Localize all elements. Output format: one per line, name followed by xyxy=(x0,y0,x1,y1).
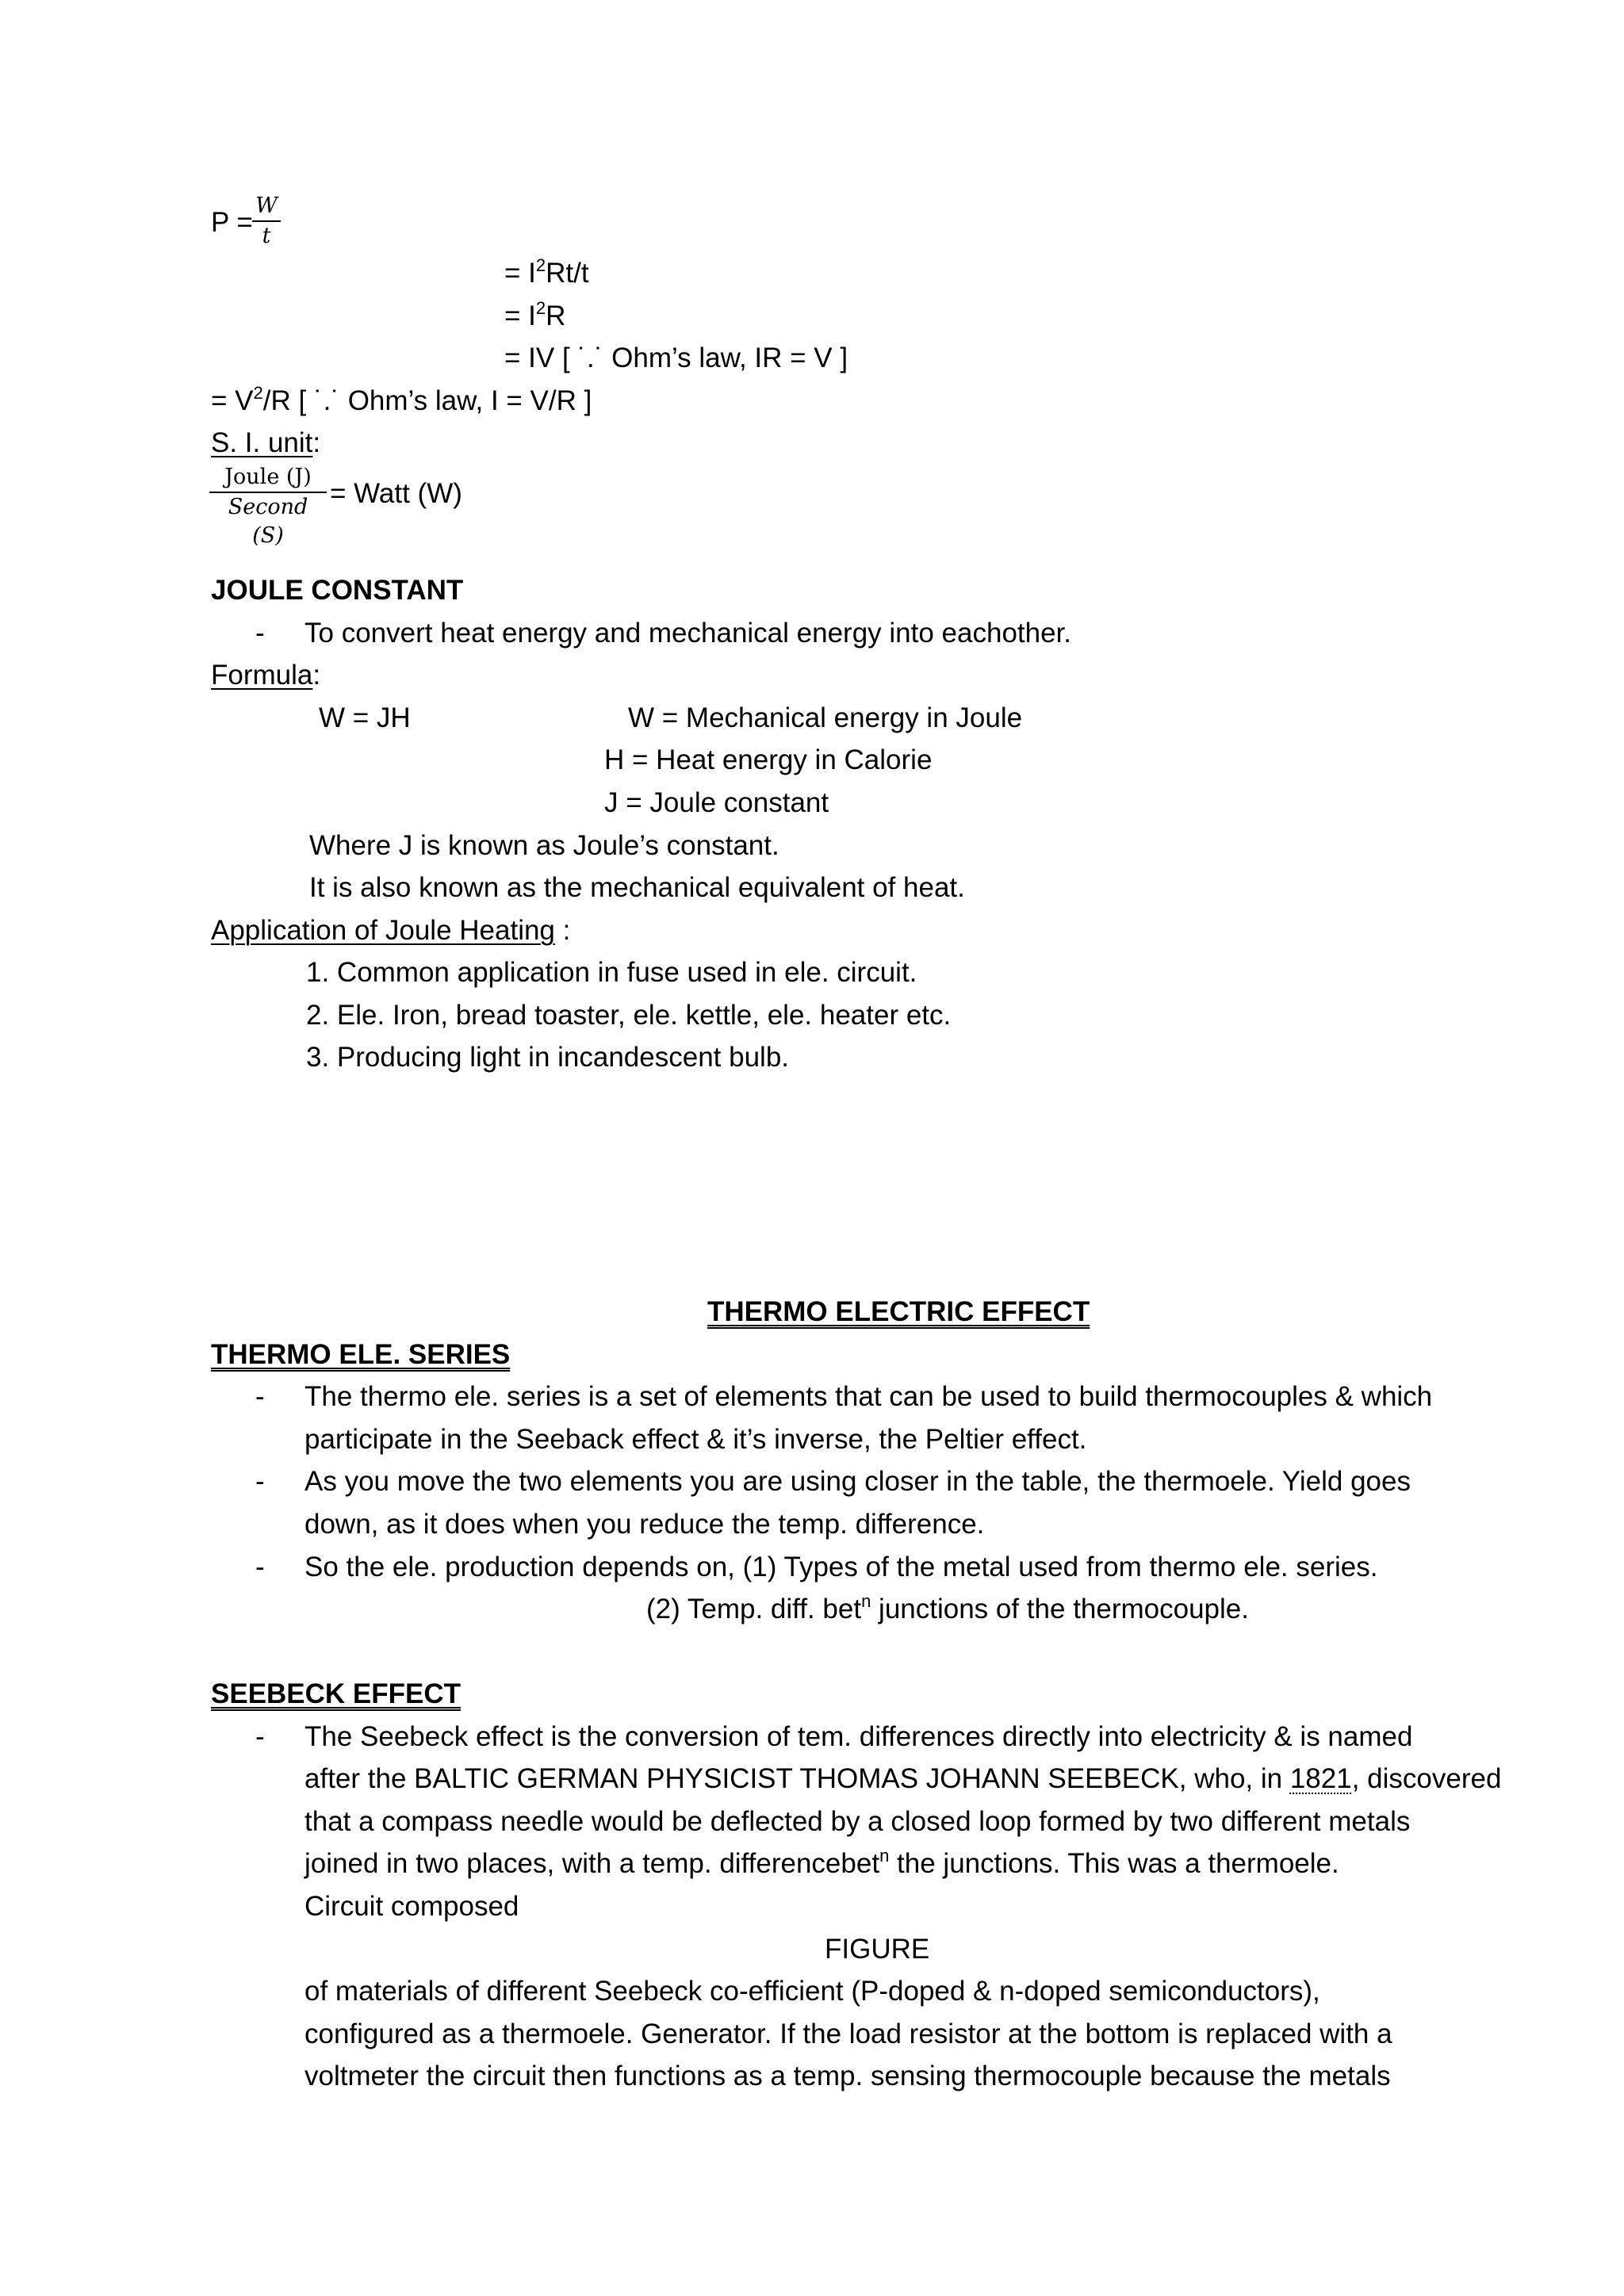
si-unit-result: = Watt (W) xyxy=(330,478,462,509)
seebeck-heading: SEEBECK EFFECT xyxy=(211,1678,462,1709)
seebeck-line-4: joined in two places, with a temp. differencebet$^n$ the junctions. This was a thermoele. xyxy=(304,1846,1339,1879)
seebeck-line-6: of materials of different Seebeck co-efficient (P-doped & n-doped semiconductors), xyxy=(304,1976,1320,2007)
series-bullet-2-line-1: As you move the two elements you are using closer in the table, the thermoele. Yield goes xyxy=(304,1466,1411,1497)
fraction-numerator: W xyxy=(252,192,281,222)
formula-def-j: J = Joule constant xyxy=(604,787,829,818)
seebeck-line-8: voltmeter the circuit then functions as a temp. sensing thermocouple because the metals xyxy=(304,2061,1391,2091)
application-item: 1. Common application in fuse used in ele. circuit. xyxy=(306,957,917,988)
bullet-dash: - xyxy=(255,1381,265,1412)
power-line-1: = $I^2Rt/t$ xyxy=(504,255,589,289)
power-line-2: = $I^2R$ xyxy=(504,298,566,331)
year-1821: 1821 xyxy=(1289,1763,1352,1794)
si-denominator: Second (S) xyxy=(228,495,308,548)
thermo-electric-title: THERMO ELECTRIC EFFECT xyxy=(707,1296,1090,1327)
si-unit-fraction xyxy=(209,463,327,550)
seebeck-line-7: configured as a thermoele. Generator. If the load resistor at the bottom is replaced with a xyxy=(304,2019,1392,2049)
power-line-3: = IV [ ˙.˙ Ohm’s law, IR = V ] xyxy=(504,342,848,373)
seebeck-line-3: that a compass needle would be deflected by a closed loop formed by two different metals xyxy=(304,1806,1411,1837)
joule-note-1: Where J is known as Joule’s constant. xyxy=(309,830,779,861)
power-line-4: = $V^2/R$ [ ˙.˙ Ohm’s law, I = V/R ] xyxy=(211,383,592,416)
application-item: 2. Ele. Iron, bread toaster, ele. kettle, ele. heater etc. xyxy=(306,1000,952,1031)
series-bullet-3-line-2: (2) Temp. diff. bet$^n$ junctions of the thermocouple. xyxy=(646,1591,1249,1624)
seebeck-line-2: after the BALTIC GERMAN PHYSICIST THOMAS JOHANN SEEBECK, who, in 1821, discovered xyxy=(304,1763,1502,1794)
figure-placeholder: FIGURE xyxy=(825,1934,930,1965)
power-p-label: P = xyxy=(211,207,253,238)
application-item: 3. Producing light in incandescent bulb. xyxy=(306,1042,790,1073)
joule-bullet: To convert heat energy and mechanical energy into eachother. xyxy=(304,618,1072,649)
fraction-denominator: t xyxy=(262,224,271,248)
formula-def-w: W = Mechanical energy in Joule xyxy=(628,702,1023,733)
formula-def-h: H = Heat energy in Calorie xyxy=(604,744,933,775)
seebeck-line-1: The Seebeck effect is the conversion of tem. differences directly into electricity & is named xyxy=(304,1721,1413,1752)
power-fraction xyxy=(252,192,281,251)
formula-expression: W = JH xyxy=(319,702,411,733)
series-bullet-2-line-2: down, as it does when you reduce the temp. difference. xyxy=(304,1509,985,1540)
si-numerator: Joule (J) xyxy=(209,463,327,493)
bullet-dash: - xyxy=(255,1721,265,1752)
bullet-dash: - xyxy=(255,1552,265,1582)
seebeck-line-5: Circuit composed xyxy=(304,1891,519,1922)
joule-constant-heading: JOULE CONSTANT xyxy=(211,575,464,606)
bullet-dash: - xyxy=(255,1466,265,1497)
joule-note-2: It is also known as the mechanical equivalent of heat. xyxy=(309,872,965,903)
series-bullet-1-line-1: The thermo ele. series is a set of elements that can be used to build thermocouples & which xyxy=(304,1381,1433,1412)
si-unit-label: S. I. unit: xyxy=(211,427,321,458)
series-bullet-3-line-1: So the ele. production depends on, (1) Types of the metal used from thermo ele. series. xyxy=(304,1552,1378,1582)
application-label: Application of Joule Heating : xyxy=(211,915,571,946)
formula-label: Formula: xyxy=(211,660,321,691)
thermo-series-heading: THERMO ELE. SERIES xyxy=(211,1339,511,1370)
bullet-dash: - xyxy=(255,618,265,649)
series-bullet-1-line-2: participate in the Seeback effect & it’s inverse, the Peltier effect. xyxy=(304,1424,1087,1455)
